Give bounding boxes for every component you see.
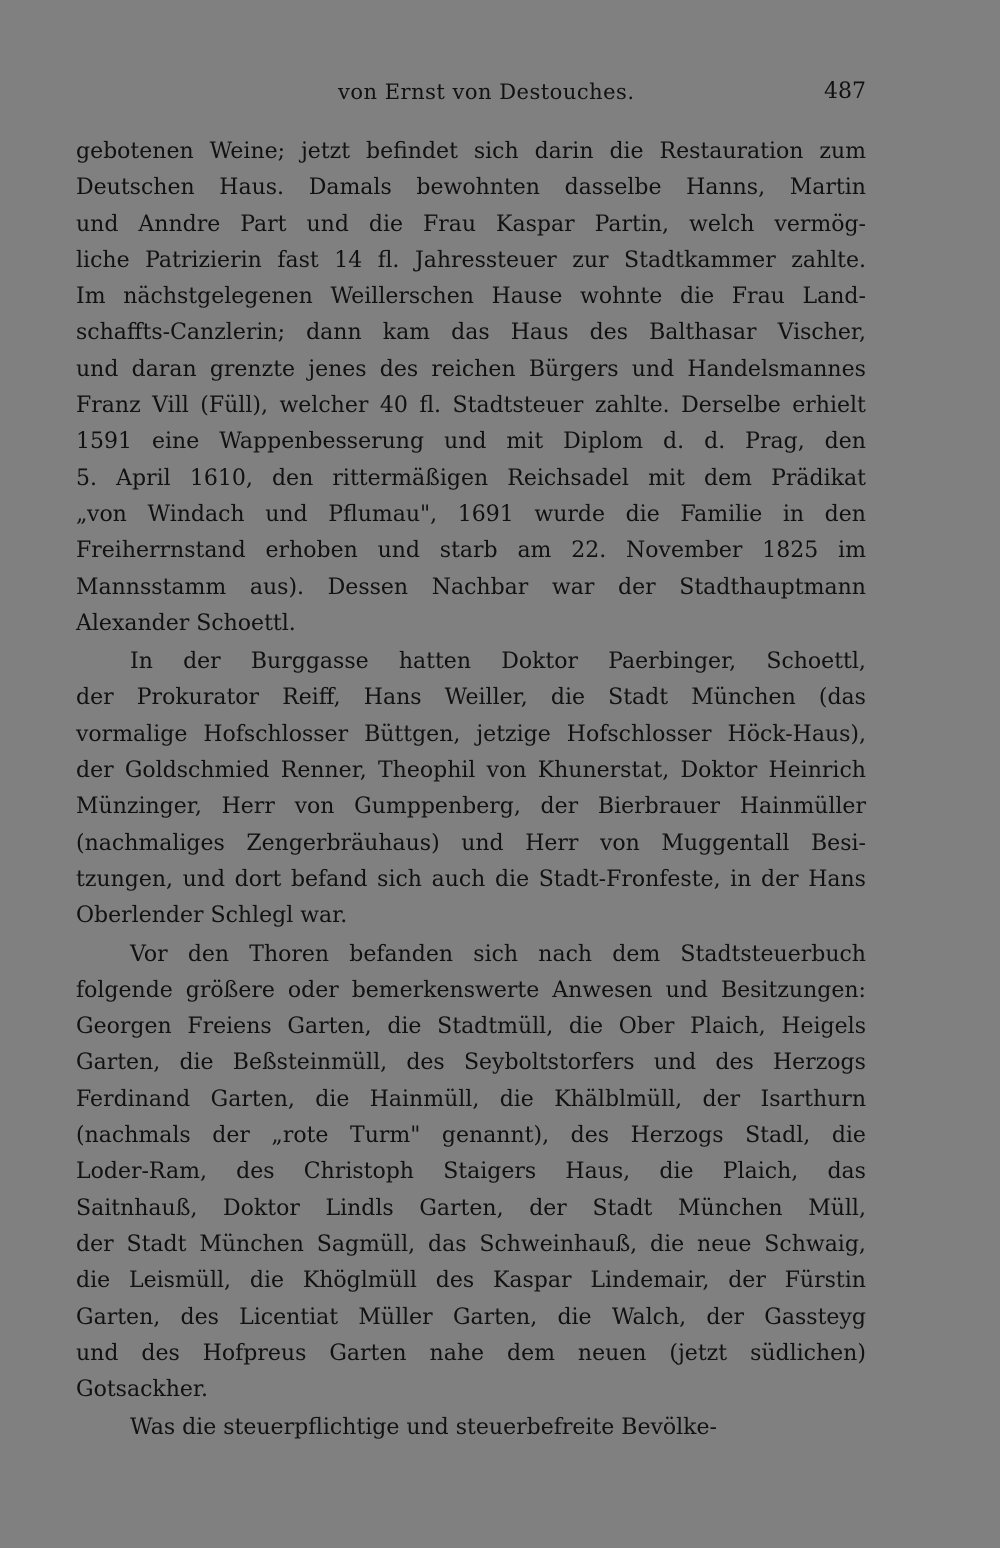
text-line: (nachmals der „rote Turm" genannt), des Herzogs Stadl, die: [76, 1123, 866, 1149]
text-line: Was die steuerpflichtige und steuerbefreite Bevölke-: [130, 1415, 717, 1441]
running-title: von Ernst von Destouches.: [338, 80, 635, 104]
text-line: Ferdinand Garten, die Hainmüll, die Khälblmüll, der Isarthurn: [76, 1086, 866, 1112]
text-line: Mannsstamm aus). Dessen Nachbar war der Stadthauptmann: [76, 574, 866, 600]
text-line: vormalige Hofschlosser Büttgen, jetzige Hofschlosser Höck-Haus),: [76, 721, 866, 747]
body-text: [76, 134, 866, 1449]
text-line: und daran grenzte jenes des reichen Bürgers und Handelsmannes: [76, 356, 866, 382]
page-header: [76, 74, 866, 110]
text-line: Münzinger, Herr von Gumppenberg, der Bierbrauer Hainmüller: [76, 794, 866, 820]
text-line: Im nächstgelegenen Weillerschen Hause wohnte die Frau Land-: [76, 284, 866, 310]
text-line: der Goldschmied Renner, Theophil von Khunerstat, Doktor Heinrich: [76, 758, 866, 784]
text-line: Garten, die Beßsteinmüll, des Seyboltstorfers und des Herzogs: [76, 1050, 866, 1076]
text-line: der Stadt München Sagmüll, das Schweinhauß, die neue Schwaig,: [76, 1231, 866, 1257]
text-line: folgende größere oder bemerkenswerte Anwesen und Besitzungen:: [76, 977, 866, 1003]
text-line: Gotsackher.: [76, 1377, 208, 1403]
text-line: und Anndre Part und die Frau Kaspar Partin, welch vermög-: [76, 211, 866, 237]
text-line: Oberlender Schlegl war.: [76, 903, 348, 929]
text-line: Garten, des Licentiat Müller Garten, die Walch, der Gassteyg: [76, 1304, 866, 1330]
text-line: Loder-Ram, des Christoph Staigers Haus, die Plaich, das: [76, 1159, 866, 1185]
text-line: Deutschen Haus. Damals bewohnten dasselbe Hanns, Martin: [76, 175, 866, 201]
text-line: Freiherrnstand erhoben und starb am 22. November 1825 im: [76, 538, 866, 564]
text-line: Vor den Thoren befanden sich nach dem Stadtsteuerbuch: [130, 941, 866, 967]
text-line: gebotenen Weine; jetzt befindet sich darin die Restauration zum: [76, 139, 866, 164]
page-number: 487: [824, 79, 866, 104]
text-line: der Prokurator Reiff, Hans Weiller, die Stadt München (das: [76, 685, 866, 711]
paragraph: [76, 644, 866, 934]
text-line: Saitnhauß, Doktor Lindls Garten, der Stadt München Müll,: [76, 1195, 866, 1221]
text-line: liche Patrizierin fast 14 fl. Jahressteuer zur Stadtkammer zahlte.: [76, 247, 866, 273]
text-line: Alexander Schoettl.: [76, 610, 296, 636]
text-line: die Leismüll, die Khöglmüll des Kaspar Lindemair, der Fürstin: [76, 1268, 866, 1294]
paragraph: [76, 937, 866, 1409]
text-line: 5. April 1610, den rittermäßigen Reichsadel mit dem Prädikat: [76, 465, 866, 491]
text-line: Georgen Freiens Garten, die Stadtmüll, die Ober Plaich, Heigels: [76, 1014, 866, 1040]
paragraph: [76, 1410, 866, 1446]
text-line: schaffts-Canzlerin; dann kam das Haus des Balthasar Vischer,: [76, 320, 866, 346]
text-line: tzungen, und dort befand sich auch die Stadt-Fronfeste, in der Hans: [76, 866, 866, 892]
text-line: und des Hofpreus Garten nahe dem neuen (jetzt südlichen): [76, 1340, 866, 1366]
text-line: 1591 eine Wappenbesserung und mit Diplom d. d. Prag, den: [76, 429, 866, 455]
text-line: (nachmaliges Zengerbräuhaus) und Herr von Muggentall Besi-: [76, 830, 866, 856]
text-line: In der Burggasse hatten Doktor Paerbinger, Schoettl,: [130, 649, 866, 675]
text-line: Franz Vill (Füll), welcher 40 fl. Stadtsteuer zahlte. Derselbe erhielt: [76, 393, 866, 419]
text-line: „von Windach und Pflumau", 1691 wurde die Familie in den: [76, 501, 866, 527]
paragraph: [76, 134, 866, 642]
